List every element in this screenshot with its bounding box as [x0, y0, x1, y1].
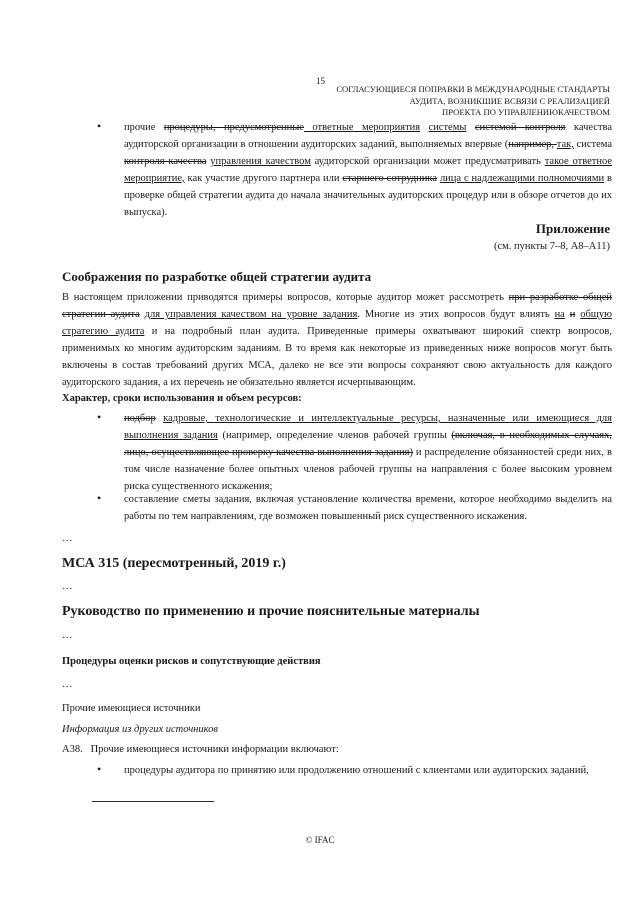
intro-paragraph: В настоящем приложении приводятся примеры вопросов, которые аудитор может рассмотреть при разработке общей стратегии аудита для управления качеством на уровне задания. Многие из этих вопросов будут влиять на и общую стратегию аудита и на подробный план аудита. Приведенные примеры охватывают широкий спектр вопросов, применимых ко многим аудиторским заданиям. В то время как некоторые из приведенных ниже вопросов могут быть включены в состав требований других МСА, далеко не все эти вопросы сохраняют свою актуальность для каждого аудиторского задания, а их перечень не обязательно является исчерпывающим. — [62, 292, 612, 388]
bullet-item — [97, 762, 612, 779]
risk-procedures-heading: Процедуры оценки рисков и сопутствующие действия — [62, 656, 321, 667]
bullet-dot: • — [97, 119, 102, 133]
appendix-reference: (см. пункты 7–8, A8–A11) — [493, 241, 610, 252]
ellipsis: … — [62, 679, 73, 690]
footnote-separator — [92, 801, 214, 802]
bullet-text: процедуры аудитора по принятию или продолжению отношений с клиентами или аудиторских заданий, — [124, 765, 589, 776]
bullet-dot: • — [97, 762, 102, 776]
resources-heading: Характер, сроки использования и объем ресурсов: — [62, 393, 302, 404]
info-subheading: Информация из других источников — [62, 724, 218, 735]
bullet-text: подбор кадровые, технологические и интеллектуальные ресурсы, назначенные или имеющиеся для выполнения задания (например, определение членов рабочей группы (включая, в необходимых случаях, лицо, осуществляющее проверку качества выполнения задания) и распределение обязанностей среди них, в том числе назначение более опытных членов рабочей группы на направления с более высоким уровнем риска существенного искажения; — [124, 413, 612, 492]
bullet-text: прочие процедуры, предусмотренные ответные мероприятия системы системой контроля качества аудиторской организации в отношении аудиторских заданий, выполняемых впервые (например, так, система контроля качества управления качеством аудиторской организации может предусматривать такое ответное мероприятие, как участие другого партнера или старшего сотрудника лица с надлежащими полномочиями в проверке общей стратегии аудита до начала значительных аудиторских процедур или в обзоре отчетов до их выпуска). — [124, 122, 613, 218]
section-title: Соображения по разработке общей стратегии аудита — [62, 269, 372, 284]
bullet-dot: • — [97, 491, 102, 505]
bullet-item — [97, 491, 612, 525]
running-header — [280, 84, 610, 119]
bullet-item — [97, 410, 612, 495]
guidance-title: Руководство по применению и прочие пояснительные материалы — [62, 604, 480, 619]
paragraph-number: A38. — [62, 744, 83, 755]
paragraph-text: Прочие имеющиеся источники информации включают: — [90, 744, 339, 755]
copyright-footer: © IFAC — [305, 835, 335, 845]
isa315-title: МСА 315 (пересмотренный, 2019 г.) — [62, 556, 286, 571]
ellipsis: … — [62, 581, 73, 592]
running-header-line: АУДИТА, ВОЗНИКШИЕ ВСВЯЗИ С РЕАЛИЗАЦИЕЙ — [409, 95, 610, 106]
page-number: 15 — [316, 76, 325, 86]
ellipsis: … — [62, 630, 73, 641]
ellipsis: … — [62, 533, 73, 544]
running-header-line: ПРОЕКТА ПО УПРАВЛЕНИЮКАЧЕСТВОМ — [442, 107, 610, 118]
bullet-text: составление сметы задания, включая установление количества времени, которое необходимо выделить на работы по тем направлениям, где возможен повышенный риск существенного искажения. — [124, 494, 612, 522]
sources-heading: Прочие имеющиеся источники — [62, 703, 201, 714]
bullet-item — [97, 119, 613, 221]
paragraph-a38 — [62, 741, 612, 758]
appendix-title: Приложение — [535, 221, 610, 236]
running-header-line: СОГЛАСУЮЩИЕСЯ ПОПРАВКИ В МЕЖДУНАРОДНЫЕ СТАНДАРТЫ — [336, 84, 610, 94]
bullet-dot: • — [97, 410, 102, 424]
